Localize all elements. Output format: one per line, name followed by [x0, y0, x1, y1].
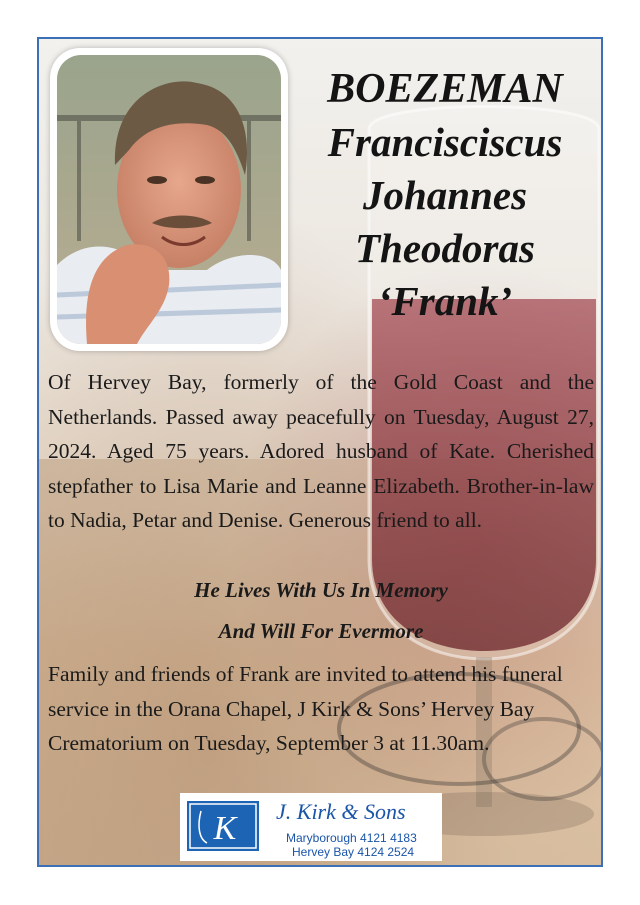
funeral-director-logo — [180, 793, 442, 861]
portrait-photo — [57, 55, 281, 344]
kirk-emblem-icon — [187, 801, 259, 851]
phone-hervey-bay: Hervey Bay 4124 2524 — [292, 845, 415, 859]
given-name-3: Theodoras — [355, 225, 535, 271]
given-name-1: Francisciscus — [327, 119, 563, 165]
verse-line-2: And Will For Evermore — [218, 619, 424, 643]
portrait-illustration — [57, 55, 281, 344]
funeral-director-name: J. Kirk & Sons — [276, 799, 406, 824]
surname: BOEZEMAN — [327, 66, 563, 112]
funeral-details-paragraph: Family and friends of Frank are invited to attend his funeral service in the Orana Chapel, J Kirk & Sons’ Hervey Bay Crematorium on Tuesday, September 3 at 11.30am. — [48, 662, 563, 755]
deceased-name — [295, 63, 595, 328]
obituary-paragraph: Of Hervey Bay, formerly of the Gold Coast and the Netherlands. Passed away peacefully on Tuesday, August 27, 2024. Aged 75 years. Adored husband of Kate. Cherished stepfather to Lisa Marie and Leanne Elizabeth. Brother-in-law to Nadia, Petar and Denise. Generous friend to all. — [48, 370, 594, 532]
verse-line-1: He Lives With Us In Memory — [194, 578, 448, 602]
emblem-letter: K — [213, 810, 237, 847]
notice-frame — [37, 37, 603, 867]
phone-maryborough: Maryborough 4121 4183 — [286, 831, 417, 845]
nickname: ‘Frank’ — [377, 278, 513, 324]
given-name-2: Johannes — [362, 172, 528, 218]
portrait-frame — [50, 48, 288, 351]
